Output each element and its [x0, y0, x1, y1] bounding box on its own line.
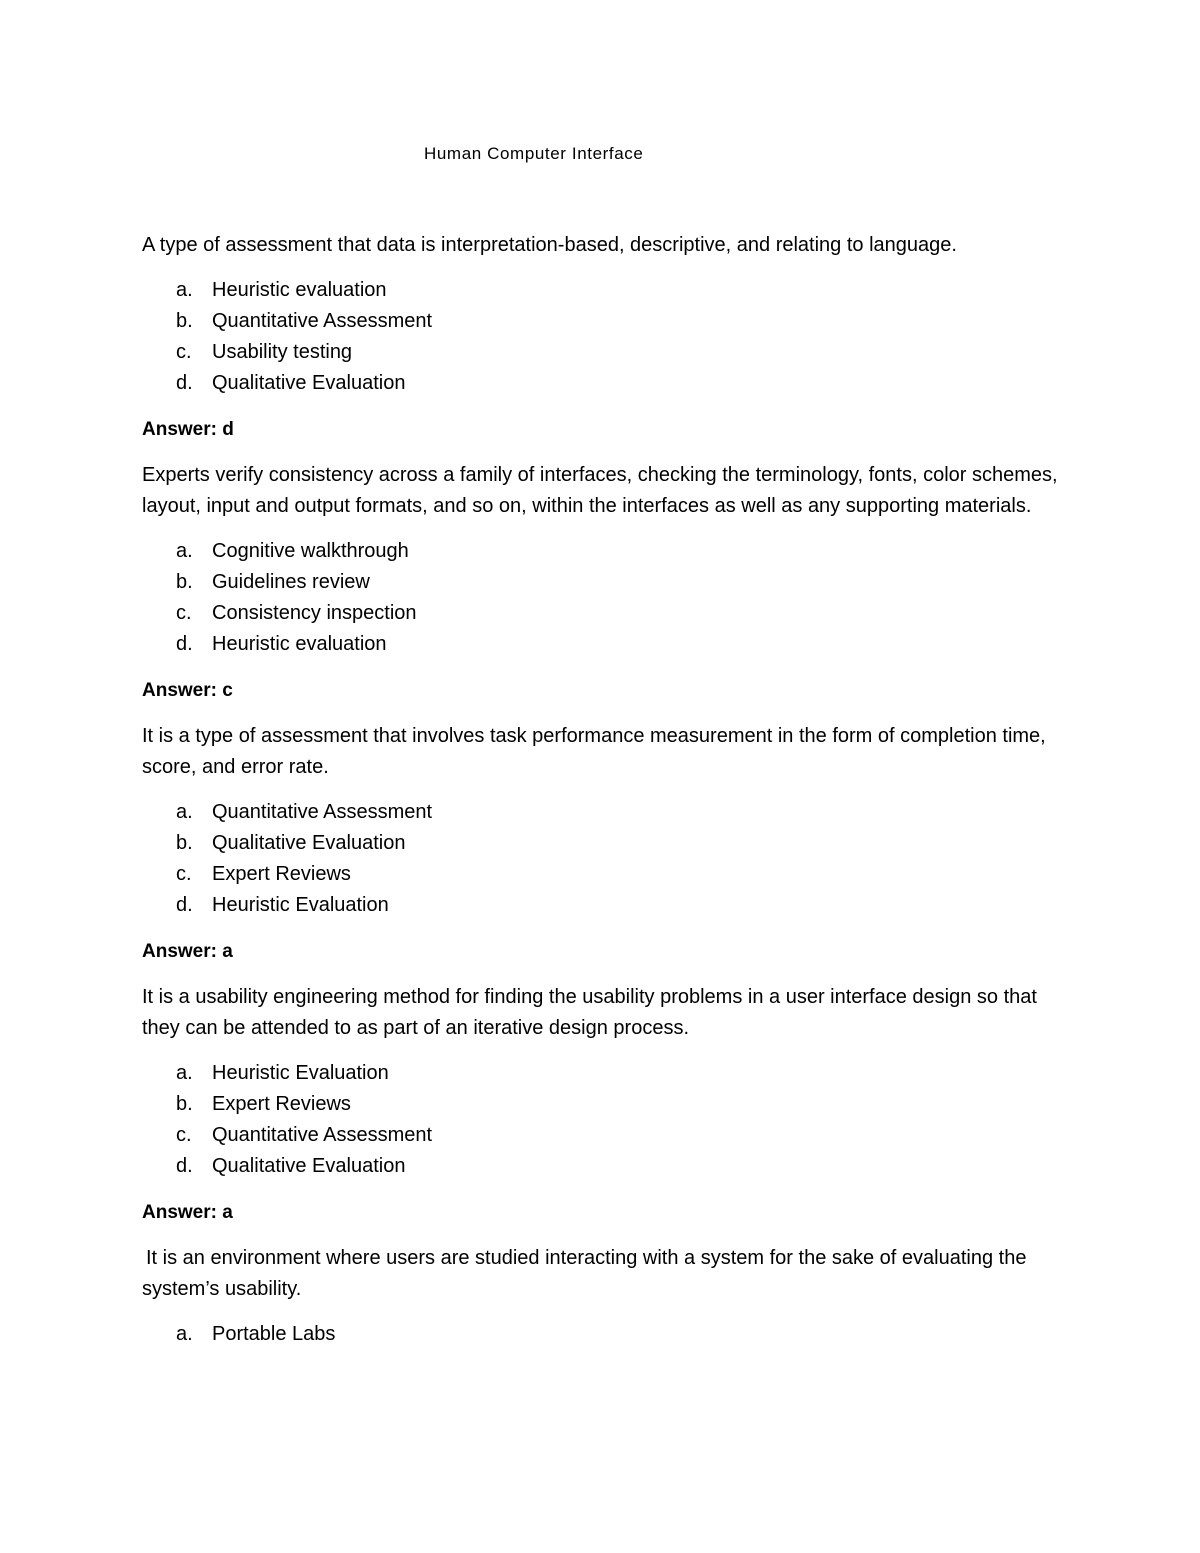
question-block — [142, 721, 1062, 967]
option-item — [142, 890, 1062, 921]
option-letter: a. — [176, 279, 193, 301]
option-text: Qualitative Evaluation — [212, 832, 406, 854]
option-list — [142, 797, 1062, 921]
option-text: Cognitive walkthrough — [212, 540, 409, 562]
option-letter: a. — [176, 540, 193, 562]
option-item — [142, 1120, 1062, 1151]
option-letter: c. — [176, 341, 192, 363]
answer-line: Answer: c — [142, 680, 233, 701]
question-text: It is a type of assessment that involves task performance measurement in the form of completion time, score, and error rate. — [142, 725, 1046, 778]
option-text: Quantitative Assessment — [212, 1124, 433, 1146]
option-item — [142, 368, 1062, 399]
answer-line: Answer: a — [142, 941, 233, 962]
option-item — [142, 275, 1062, 306]
question-block — [142, 230, 1062, 445]
option-item — [142, 828, 1062, 859]
option-text: Heuristic Evaluation — [212, 894, 389, 916]
option-text: Consistency inspection — [212, 602, 417, 624]
option-letter: b. — [176, 832, 193, 854]
question-block — [142, 982, 1062, 1228]
option-item — [142, 1151, 1062, 1182]
option-text: Portable Labs — [212, 1323, 336, 1345]
answer-line: Answer: d — [142, 419, 234, 440]
option-letter: d. — [176, 894, 193, 916]
option-letter: c. — [176, 863, 192, 885]
option-text: Heuristic evaluation — [212, 279, 387, 301]
question-text: It is an environment where users are studied interacting with a system for the sake of evaluating the system’s usability. — [142, 1247, 1027, 1300]
option-item — [142, 598, 1062, 629]
option-letter: a. — [176, 801, 193, 823]
option-item — [142, 306, 1062, 337]
option-item — [142, 1319, 1062, 1350]
option-text: Usability testing — [212, 341, 353, 363]
option-item — [142, 337, 1062, 368]
option-letter: c. — [176, 602, 192, 624]
option-letter: a. — [176, 1062, 193, 1084]
option-text: Quantitative Assessment — [212, 801, 433, 823]
question-text: Experts verify consistency across a family of interfaces, checking the terminology, fonts, color schemes, layout, input and output formats, and so on, within the interfaces as well as any supporting materials. — [142, 464, 1058, 517]
option-letter: a. — [176, 1323, 193, 1345]
option-letter: c. — [176, 1124, 192, 1146]
option-text: Heuristic evaluation — [212, 633, 387, 655]
answer-line: Answer: a — [142, 1202, 233, 1223]
option-item — [142, 567, 1062, 598]
option-letter: d. — [176, 1155, 193, 1177]
option-list — [142, 536, 1062, 660]
question-text: It is a usability engineering method for finding the usability problems in a user interface design so that they can be attended to as part of an iterative design process. — [142, 986, 1037, 1039]
option-item — [142, 1089, 1062, 1120]
option-list — [142, 275, 1062, 399]
option-list — [142, 1319, 1062, 1350]
question-block — [142, 1243, 1062, 1350]
option-text: Quantitative Assessment — [212, 310, 433, 332]
option-text: Qualitative Evaluation — [212, 372, 406, 394]
option-text: Expert Reviews — [212, 863, 351, 885]
option-item — [142, 797, 1062, 828]
option-text: Expert Reviews — [212, 1093, 351, 1115]
option-text: Qualitative Evaluation — [212, 1155, 406, 1177]
option-letter: b. — [176, 310, 193, 332]
option-letter: b. — [176, 1093, 193, 1115]
option-letter: d. — [176, 372, 193, 394]
option-item — [142, 629, 1062, 660]
question-list — [142, 230, 1062, 1350]
option-text: Guidelines review — [212, 571, 370, 593]
document-title: Human Computer Interface — [424, 144, 644, 163]
option-item — [142, 536, 1062, 567]
question-text: A type of assessment that data is interpretation-based, descriptive, and relating to language. — [142, 234, 957, 256]
option-list — [142, 1058, 1062, 1182]
option-item — [142, 1058, 1062, 1089]
option-letter: d. — [176, 633, 193, 655]
option-item — [142, 859, 1062, 890]
question-block — [142, 460, 1062, 706]
option-letter: b. — [176, 571, 193, 593]
option-text: Heuristic Evaluation — [212, 1062, 389, 1084]
